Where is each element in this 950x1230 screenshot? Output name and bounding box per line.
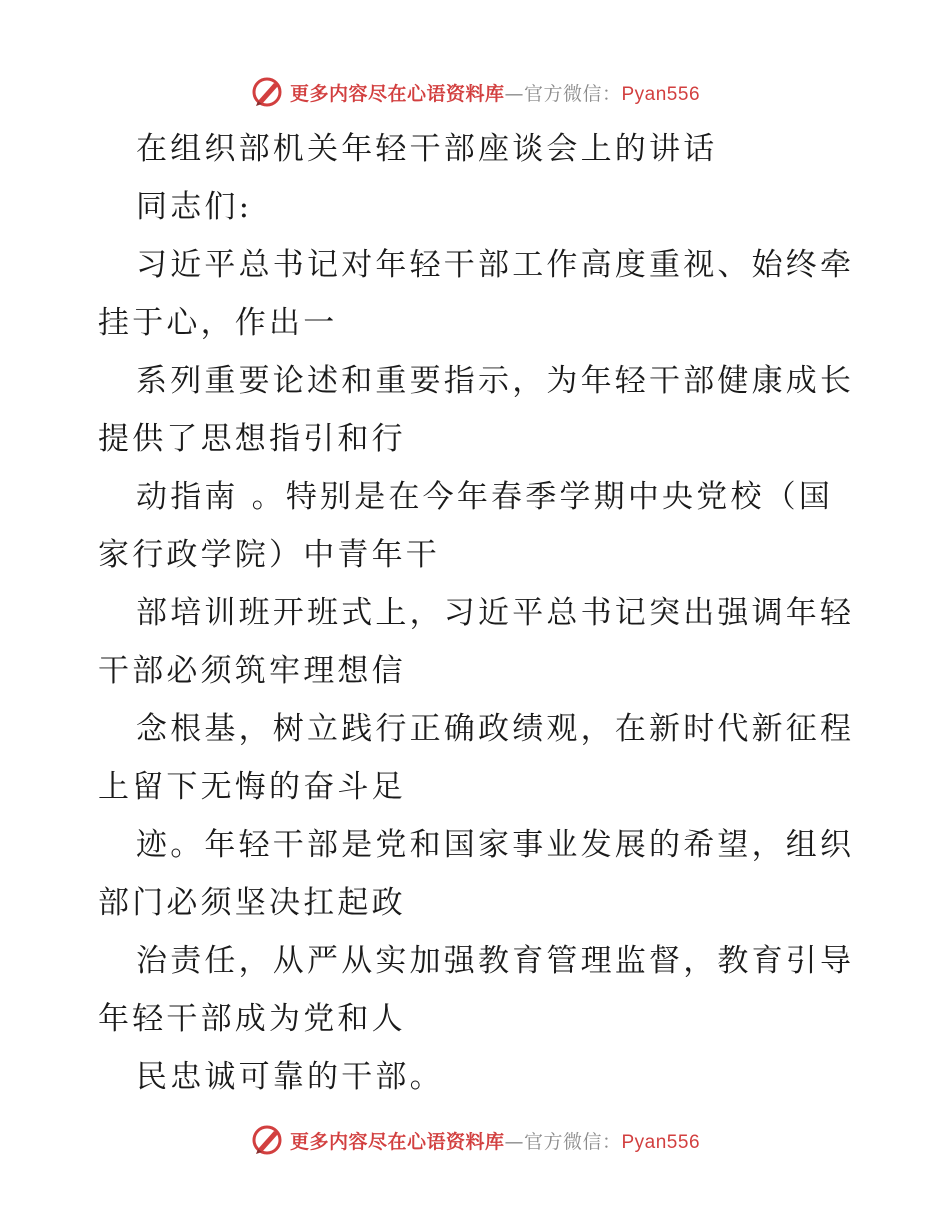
text-line: 家行政学院）中青年干: [98, 537, 440, 573]
watermark-text: [290, 1127, 700, 1154]
watermark-text: [290, 79, 700, 106]
watermark-label: 官方微信：: [523, 1130, 622, 1153]
text-line: 治责任，从严从实加强教育管理监督，教育引导: [136, 943, 855, 979]
pen-logo-icon: [250, 1123, 284, 1157]
text-line: 念根基，树立践行正确政绩观，在新时代新征程: [136, 711, 855, 747]
footer-watermark: [0, 1120, 950, 1160]
watermark-dash: —: [504, 82, 524, 105]
watermark-site: 更多内容尽在心语资料库: [289, 82, 505, 105]
text-line: 动指南 。特别是在今年春季学期中央党校（国: [136, 479, 834, 515]
document-body: [98, 120, 858, 1106]
text-line: 上留下无悔的奋斗足: [98, 769, 406, 805]
header-watermark: [0, 72, 950, 112]
salutation: 同志们:: [136, 189, 253, 225]
text-line: 部门必须坚决扛起政: [98, 885, 406, 921]
pen-logo-icon: [250, 75, 284, 109]
text-line: 年轻干部成为党和人: [98, 1001, 406, 1037]
watermark-dash: —: [504, 1130, 524, 1153]
watermark-site: 更多内容尽在心语资料库: [289, 1130, 505, 1153]
text-line: 迹。年轻干部是党和国家事业发展的希望，组织: [136, 827, 855, 863]
text-line: 民忠诚可靠的干部。: [136, 1059, 444, 1095]
watermark-account: Pyan556: [621, 1131, 701, 1153]
text-line: 习近平总书记对年轻干部工作高度重视、始终牵: [136, 247, 855, 283]
text-line: 部培训班开班式上，习近平总书记突出强调年轻: [136, 595, 855, 631]
text-line: 系列重要论述和重要指示，为年轻干部健康成长: [136, 363, 855, 399]
text-line: 提供了思想指引和行: [98, 421, 406, 457]
text-line: 干部必须筑牢理想信: [98, 653, 406, 689]
document-title: 在组织部机关年轻干部座谈会上的讲话: [136, 131, 718, 167]
watermark-account: Pyan556: [621, 83, 701, 105]
watermark-label: 官方微信：: [523, 82, 622, 105]
text-line: 挂于心，作出一: [98, 305, 338, 341]
